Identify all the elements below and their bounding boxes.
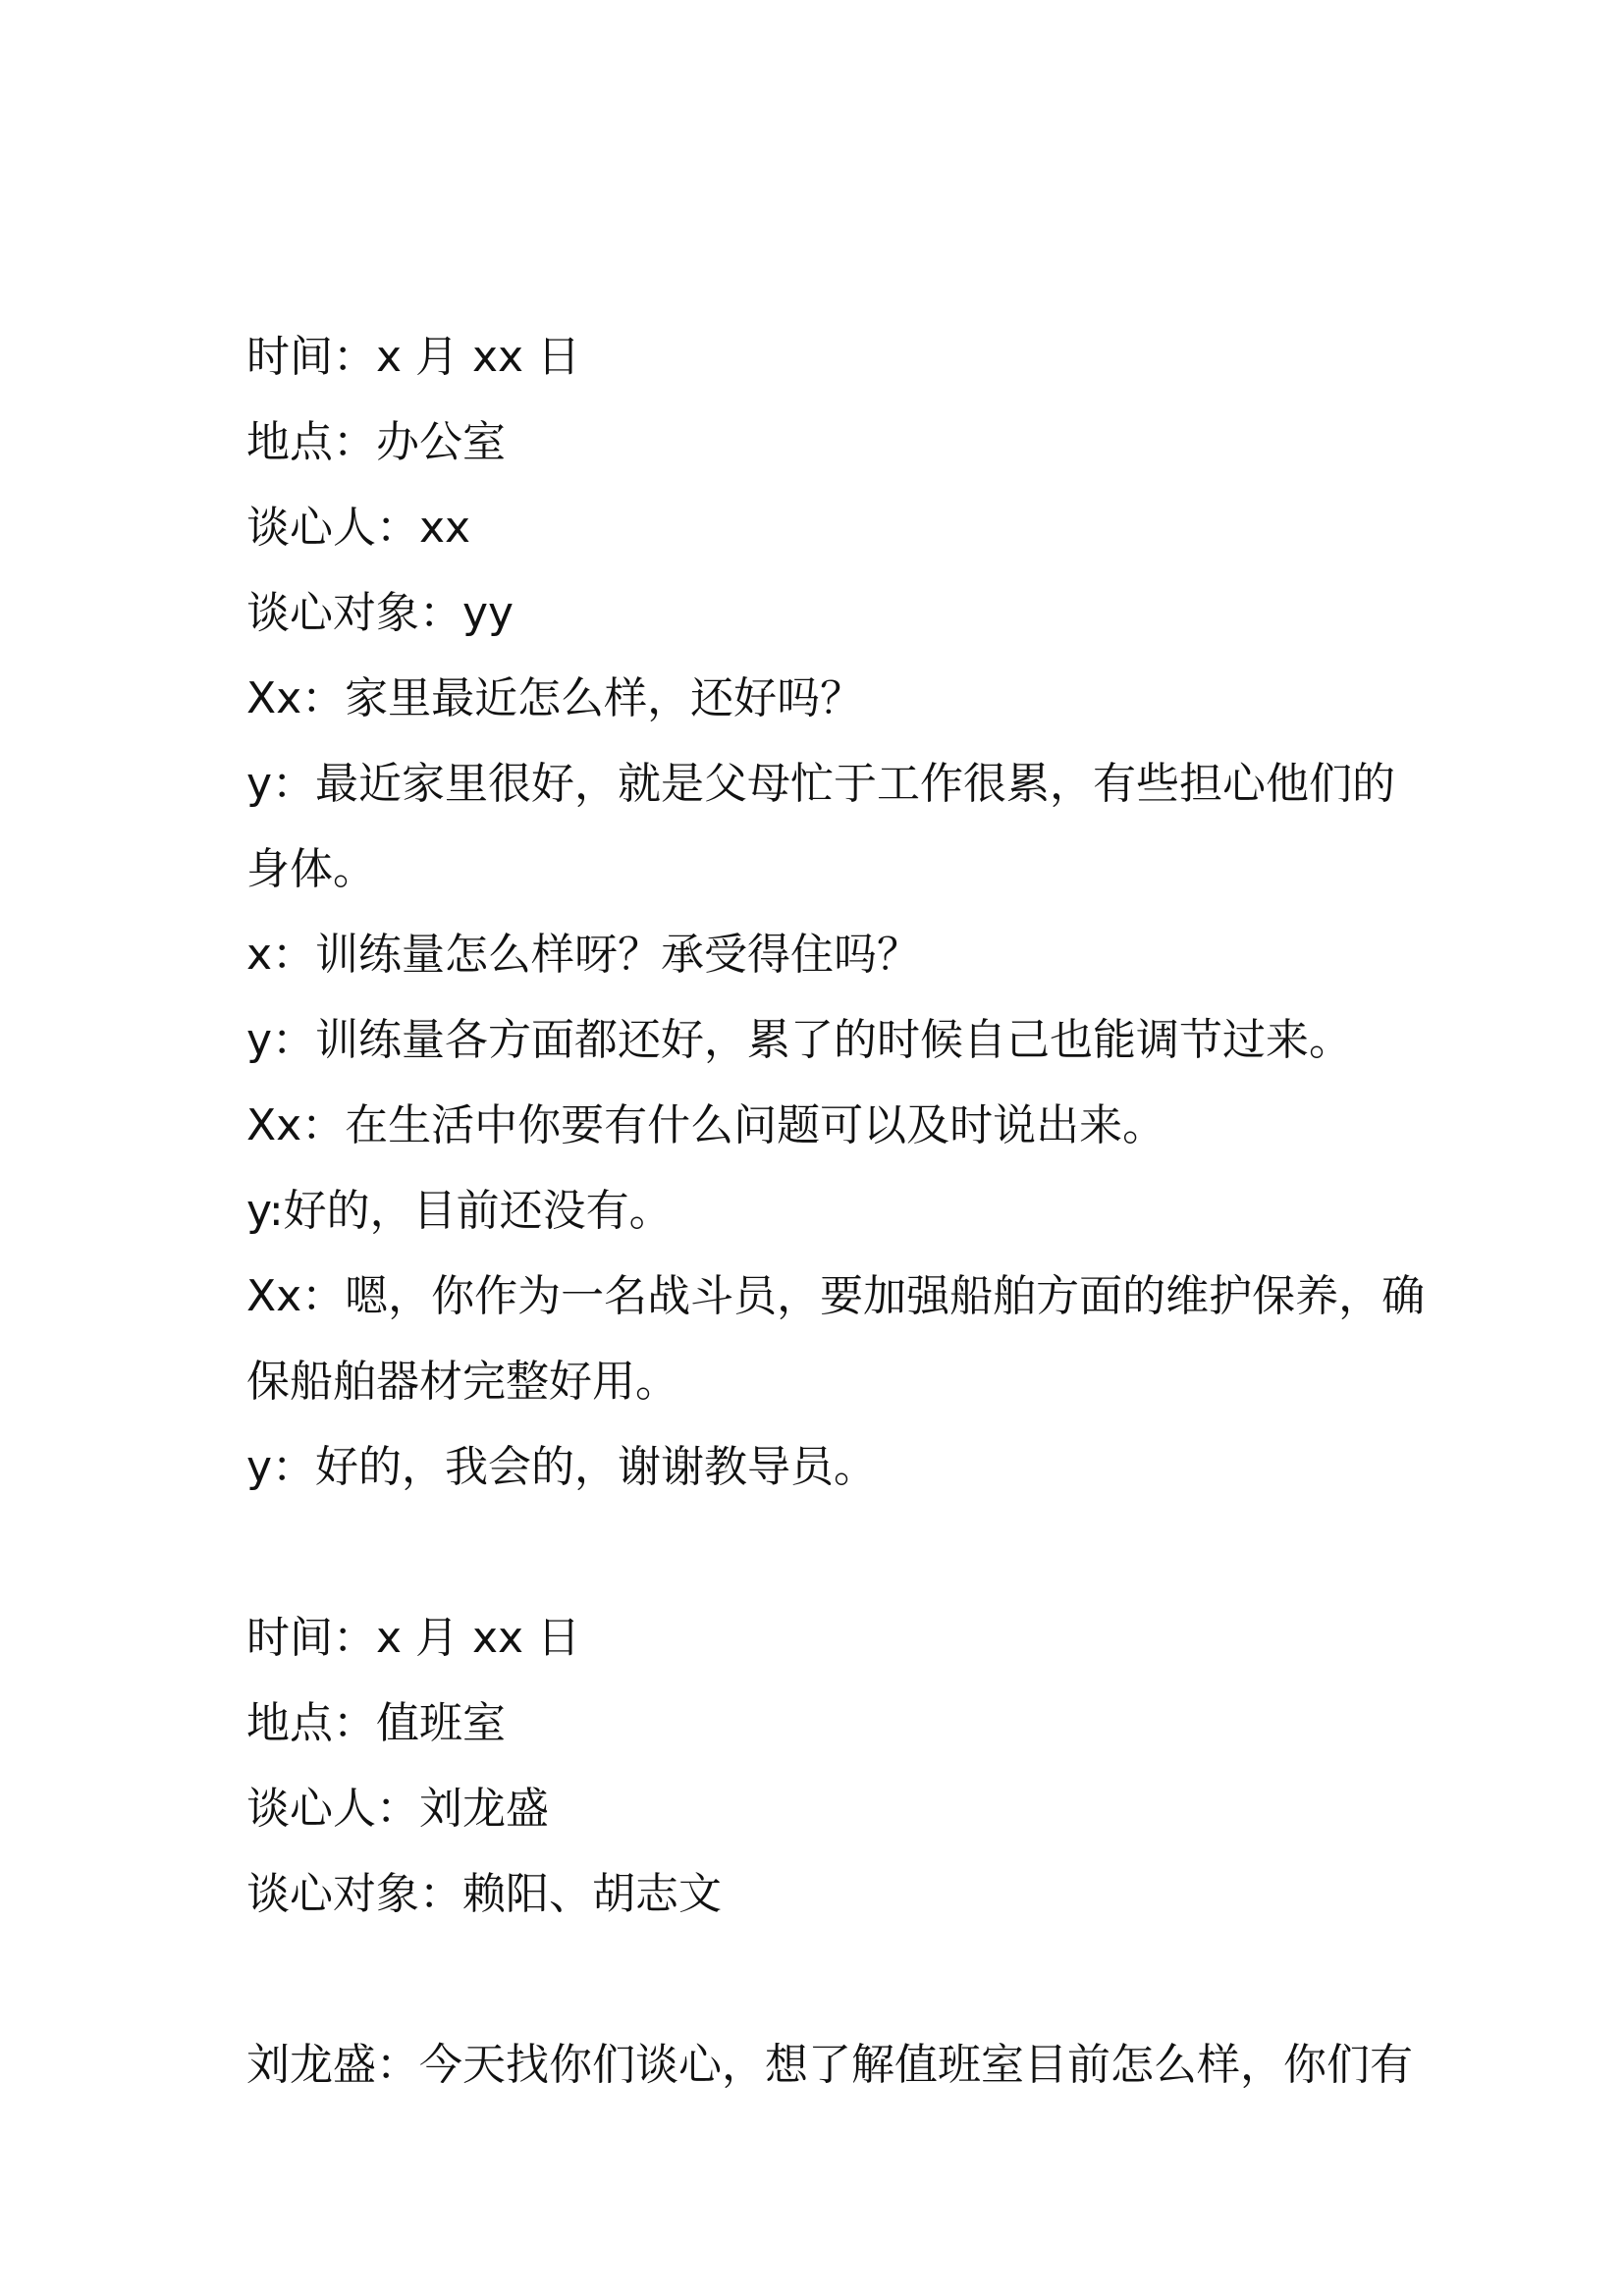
talk-record-1 bbox=[246, 314, 1426, 1510]
record-time: 时间：x 月 xx 日 bbox=[246, 332, 581, 382]
talk-record-2 bbox=[246, 1595, 1413, 2108]
dialogue-line: y：最近家里很好，就是父母忙于工作很累，有些担心他们的 bbox=[246, 759, 1396, 809]
dialogue-line: 身体。 bbox=[246, 844, 376, 894]
dialogue-line: 刘龙盛：今天找你们谈心，想了解值班室目前怎么样，你们有 bbox=[246, 2040, 1413, 2090]
dialogue-line: x：训练量怎么样呀？承受得住吗？ bbox=[246, 930, 921, 980]
dialogue-line: y：好的，我会的，谢谢教导员。 bbox=[246, 1442, 878, 1492]
dialogue-line: Xx：家里最近怎么样，还好吗？ bbox=[246, 673, 864, 723]
record-time: 时间：x 月 xx 日 bbox=[246, 1613, 581, 1663]
dialogue-line: Xx：在生活中你要有什么问题可以及时说出来。 bbox=[246, 1100, 1166, 1150]
document-body bbox=[246, 314, 1426, 2108]
record-talker: 谈心人：刘龙盛 bbox=[246, 1784, 549, 1834]
dialogue-line: y:好的，目前还没有。 bbox=[246, 1186, 673, 1236]
dialogue-line: 保船舶器材完整好用。 bbox=[246, 1357, 678, 1407]
record-target: 谈心对象：yy bbox=[246, 588, 514, 638]
section-spacer bbox=[246, 1937, 1395, 2022]
dialogue-line: y：训练量各方面都还好，累了的时候自己也能调节过来。 bbox=[246, 1015, 1353, 1065]
record-target: 谈心对象：赖阳、胡志文 bbox=[246, 1869, 722, 1919]
record-place: 地点：办公室 bbox=[246, 417, 506, 467]
record-place: 地点：值班室 bbox=[246, 1698, 506, 1748]
record-talker: 谈心人：xx bbox=[246, 503, 471, 553]
dialogue-line: Xx：嗯，你作为一名战斗员，要加强船舶方面的维护保养，确 bbox=[246, 1271, 1426, 1321]
section-spacer bbox=[246, 1510, 1395, 1595]
